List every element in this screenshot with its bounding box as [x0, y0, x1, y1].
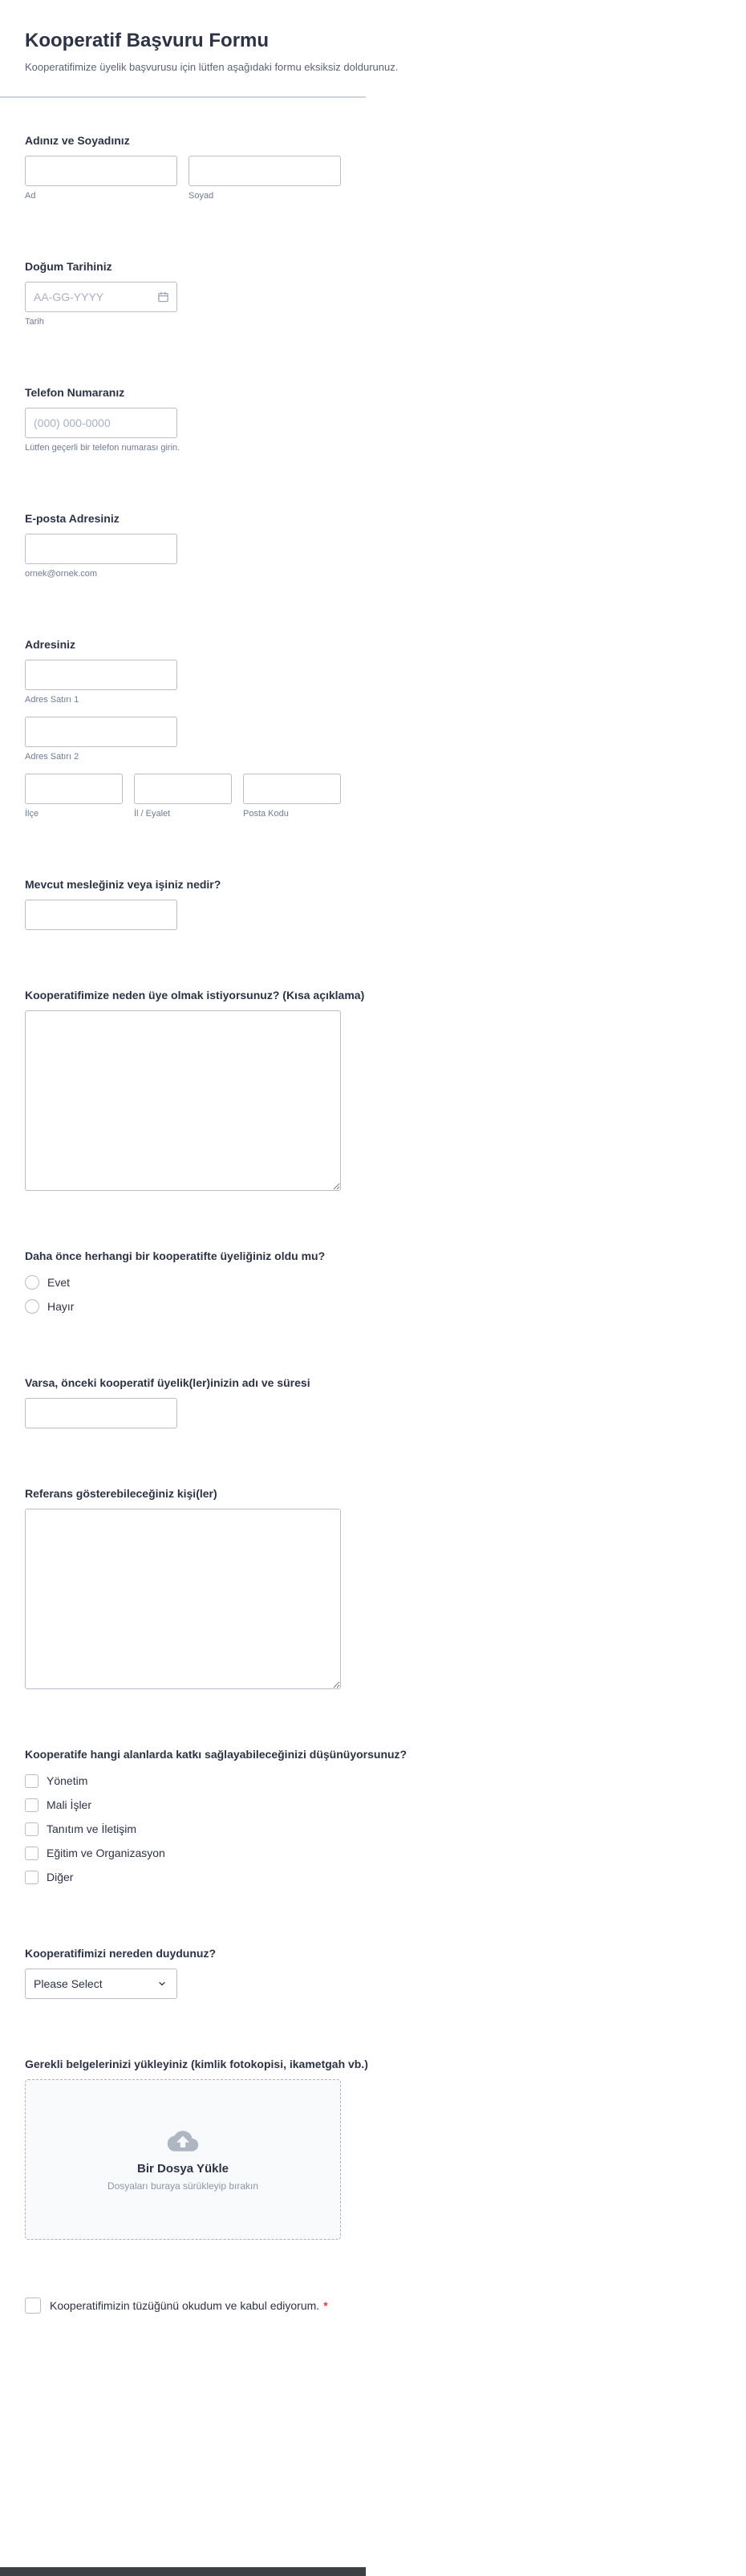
last-name-input[interactable]	[189, 156, 341, 186]
radio-option-label: Hayır	[47, 1300, 75, 1313]
birthdate-input-wrap	[25, 282, 177, 312]
first-name-group	[25, 156, 177, 201]
prev-details-input[interactable]	[25, 1398, 177, 1428]
last-name-group	[189, 156, 341, 201]
references-label: Referans gösterebileceğiniz kişi(ler)	[25, 1487, 217, 1500]
zip-sublabel: Posta Kodu	[243, 809, 289, 819]
cloud-upload-icon	[167, 2128, 199, 2154]
field-birthdate	[25, 259, 341, 327]
page-title: Kooperatif Başvuru Formu	[25, 30, 270, 51]
upload-button-label: Bir Dosya Yükle	[137, 2161, 229, 2176]
first-name-input[interactable]	[25, 156, 177, 186]
field-prev-membership	[25, 1249, 341, 1318]
occupation-label: Mevcut mesleğiniz veya işiniz nedir?	[25, 878, 221, 891]
field-why-join	[25, 988, 365, 1191]
divider	[0, 96, 366, 98]
state-sublabel: İl / Eyalet	[134, 809, 171, 819]
address-zip-group	[243, 774, 341, 819]
city-sublabel: İlçe	[25, 809, 39, 819]
upload-hint: Dosyaları buraya sürükleyip bırakın	[107, 2180, 259, 2192]
radio-option-hayir[interactable]	[25, 1295, 341, 1318]
checkbox-icon[interactable]	[25, 1847, 39, 1860]
checkbox-option-label: Tanıtım ve İletişim	[47, 1822, 137, 1835]
why-join-label: Kooperatifimize neden üye olmak istiyorsunuz? (Kısa açıklama)	[25, 989, 365, 1002]
why-join-textarea[interactable]	[25, 1010, 341, 1191]
address-line2-input[interactable]	[25, 717, 177, 747]
email-sublabel: ornek@ornek.com	[25, 569, 98, 579]
address-state-group	[134, 774, 232, 819]
radio-option-evet[interactable]	[25, 1271, 341, 1294]
referral-label: Kooperatifimizi nereden duydunuz?	[25, 1947, 217, 1960]
field-phone	[25, 385, 341, 453]
radio-option-label: Evet	[47, 1276, 71, 1289]
field-address	[25, 637, 341, 819]
radio-icon[interactable]	[25, 1299, 39, 1314]
address-label: Adresiniz	[25, 638, 76, 651]
address-city-group	[25, 774, 123, 819]
email-input[interactable]	[25, 534, 177, 564]
first-name-sublabel: Ad	[25, 191, 36, 201]
checkbox-icon[interactable]	[25, 1774, 39, 1788]
field-references	[25, 1486, 341, 1689]
calendar-icon[interactable]	[157, 291, 169, 303]
birthdate-sublabel: Tarih	[25, 317, 44, 327]
field-email	[25, 511, 341, 579]
checkbox-option-label: Yönetim	[47, 1774, 88, 1787]
checkbox-option-label: Mali İşler	[47, 1798, 92, 1811]
checkbox-option-egitim-organizasyon[interactable]	[25, 1842, 341, 1864]
phone-sublabel: Lütfen geçerli bir telefon numarası girin.	[25, 443, 180, 453]
field-occupation	[25, 877, 341, 930]
radio-icon[interactable]	[25, 1275, 39, 1290]
terms-checkbox[interactable]	[25, 2298, 41, 2314]
city-input[interactable]	[25, 774, 123, 804]
field-referral	[25, 1946, 341, 1999]
upload-label: Gerekli belgelerinizi yükleyiniz (kimlik fotokopisi, ikametgah vb.)	[25, 2058, 368, 2070]
file-upload-dropzone[interactable]	[25, 2079, 341, 2240]
address-line1-group	[25, 660, 341, 705]
checkbox-option-label: Eğitim ve Organizasyon	[47, 1847, 165, 1859]
form-column	[0, 0, 407, 2314]
prev-details-label: Varsa, önceki kooperatif üyelik(ler)inizin adı ve süresi	[25, 1376, 310, 1389]
contribution-label: Kooperatife hangi alanlarda katkı sağlayabileceğinizi düşünüyorsunuz?	[25, 1748, 407, 1761]
address-line1-sublabel: Adres Satırı 1	[25, 695, 79, 705]
form-body	[0, 133, 407, 2314]
references-textarea[interactable]	[25, 1509, 341, 1689]
referral-select[interactable]	[25, 1969, 177, 1999]
page-subtitle: Kooperatifimize üyelik başvurusu için lütfen aşağıdaki formu eksiksiz doldurunuz.	[25, 61, 399, 73]
address-line1-input[interactable]	[25, 660, 177, 690]
checkbox-option-yonetim[interactable]	[25, 1769, 341, 1792]
field-prev-details	[25, 1375, 341, 1428]
zip-input[interactable]	[243, 774, 341, 804]
checkbox-icon[interactable]	[25, 1871, 39, 1884]
birthdate-input[interactable]	[25, 282, 177, 312]
field-fullname	[25, 133, 341, 201]
checkbox-option-diger[interactable]	[25, 1866, 341, 1888]
checkbox-icon[interactable]	[25, 1822, 39, 1836]
checkbox-option-mali-isler[interactable]	[25, 1794, 341, 1816]
checkbox-option-tanitim-iletisim[interactable]	[25, 1818, 341, 1840]
phone-input[interactable]	[25, 408, 177, 438]
terms-checkbox-row[interactable]	[25, 2298, 341, 2314]
bottom-bar	[0, 2567, 366, 2576]
fullname-label: Adınız ve Soyadınız	[25, 134, 130, 147]
occupation-input[interactable]	[25, 900, 177, 930]
field-upload	[25, 2057, 368, 2240]
last-name-sublabel: Soyad	[189, 191, 214, 201]
checkbox-option-label: Diğer	[47, 1871, 74, 1883]
email-label: E-posta Adresiniz	[25, 512, 120, 525]
chevron-down-icon	[157, 1979, 167, 1989]
address-city-row	[25, 774, 341, 819]
referral-select-value: Please Select	[34, 1977, 103, 1990]
form-header	[0, 29, 399, 75]
prev-membership-label: Daha önce herhangi bir kooperatifte üyeliğiniz oldu mu?	[25, 1249, 326, 1262]
state-input[interactable]	[134, 774, 232, 804]
field-contribution	[25, 1747, 407, 1888]
address-line2-sublabel: Adres Satırı 2	[25, 752, 79, 762]
birthdate-label: Doğum Tarihiniz	[25, 260, 112, 273]
field-terms	[25, 2298, 341, 2314]
terms-label: Kooperatifimizin tüzüğünü okudum ve kabul ediyorum.	[50, 2299, 320, 2312]
address-line2-group	[25, 717, 341, 762]
phone-label: Telefon Numaranız	[25, 386, 125, 399]
checkbox-icon[interactable]	[25, 1798, 39, 1812]
required-asterisk: *	[323, 2299, 328, 2312]
